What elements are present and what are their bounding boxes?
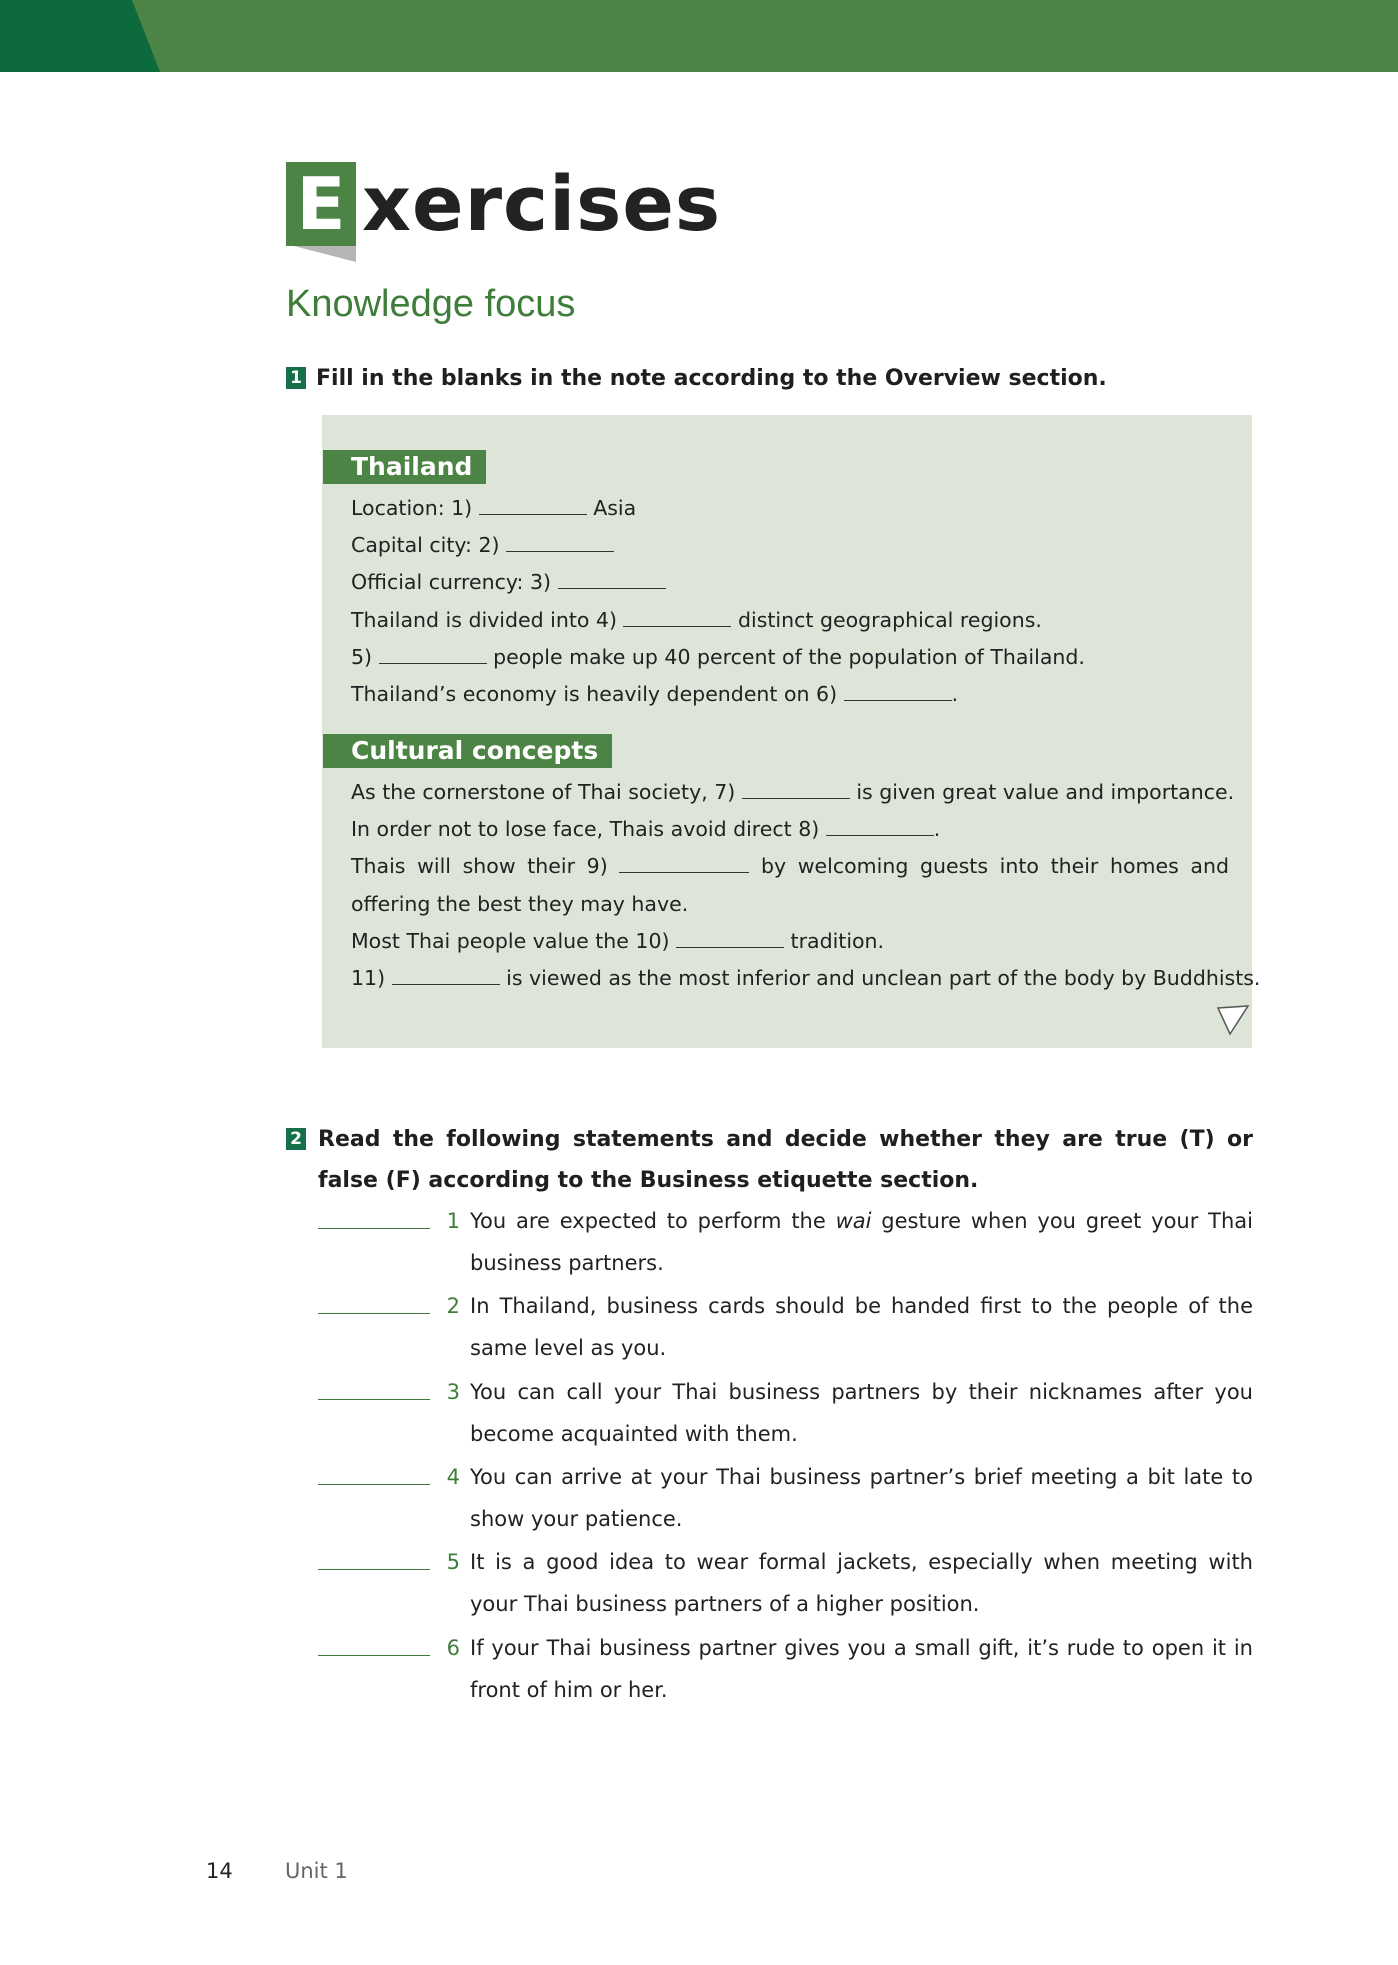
tf-statement-number: 3	[446, 1379, 460, 1404]
tf-statement-number: 5	[446, 1550, 460, 1575]
thailand-line	[351, 564, 666, 601]
thailand-label: Thailand	[323, 450, 486, 484]
tf-statement	[318, 1541, 1253, 1627]
answer-blank[interactable]	[379, 645, 487, 664]
tf-statement-number: 2	[446, 1294, 460, 1319]
tf-statement	[318, 1200, 1253, 1286]
tf-text-part: gesture when you greet your Thai business partners.	[470, 1209, 1253, 1275]
tf-statement	[318, 1456, 1253, 1542]
thailand-line-text: Capital city: 2)	[351, 533, 507, 558]
q1-instruction: Fill in the blanks in the note according to the Overview section.	[316, 366, 1107, 391]
thailand-line	[351, 527, 614, 564]
thailand-line	[351, 676, 958, 713]
answer-blank[interactable]	[558, 570, 666, 589]
tf-answer-blank[interactable]	[318, 1228, 430, 1229]
header-band	[0, 0, 1398, 72]
tf-text-part: You can arrive at your Thai business partner’s brief meeting a bit late to show your patience.	[470, 1464, 1253, 1531]
thailand-line-text: people make up 40 percent of the population of Thailand.	[486, 644, 1085, 669]
thailand-line-text: 5)	[351, 644, 379, 669]
q2-number-badge: 2	[286, 1128, 306, 1150]
tf-text-emphasis: wai	[835, 1209, 872, 1233]
thailand-line-text: distinct geographical regions.	[731, 607, 1042, 632]
section-heading: Knowledge focus	[286, 283, 576, 325]
tf-answer-blank[interactable]	[318, 1569, 430, 1570]
tf-statement-number: 6	[446, 1635, 460, 1660]
tf-text-part: It is a good idea to wear formal jackets, especially when meeting with your Thai business partners of a higher position.	[470, 1550, 1253, 1617]
tf-statement	[318, 1627, 1253, 1713]
cultural-line	[351, 848, 1229, 885]
tf-statement-text	[470, 1541, 1253, 1625]
tf-statement	[318, 1285, 1253, 1371]
title-rest: xercises	[362, 159, 722, 248]
page-number: 14	[206, 1859, 233, 1883]
cultural-line-text: is given great value and importance.	[849, 780, 1235, 804]
cultural-line-text: tradition.	[784, 928, 885, 953]
tf-answer-blank[interactable]	[318, 1399, 430, 1400]
answer-blank[interactable]	[479, 496, 587, 515]
thailand-line-text: Thailand is divided into 4)	[351, 607, 624, 632]
thailand-line-text: .	[951, 682, 959, 706]
unit-label: Unit 1	[285, 1859, 348, 1883]
answer-blank[interactable]	[844, 682, 952, 701]
answer-blank[interactable]	[392, 966, 500, 985]
cultural-line-text: .	[933, 817, 941, 842]
answer-blank[interactable]	[619, 854, 749, 873]
cultural-line-text: is viewed as the most inferior and unclean part of the body by Buddhists.	[499, 966, 1261, 990]
thailand-line-text: Official currency: 3)	[351, 570, 558, 595]
cultural-line-text: 11)	[351, 966, 392, 990]
answer-blank[interactable]	[742, 780, 850, 799]
q1-number-badge: 1	[286, 367, 306, 389]
cultural-line	[351, 960, 1260, 997]
answer-blank[interactable]	[826, 817, 934, 836]
tf-answer-blank[interactable]	[318, 1313, 430, 1314]
thailand-line-text: Location: 1)	[351, 496, 479, 520]
q1-heading	[286, 358, 1107, 399]
answer-blank[interactable]	[623, 608, 731, 627]
tf-text-part: You can call your Thai business partners by their nicknames after you become acquainted with them.	[470, 1379, 1253, 1446]
cultural-line-text: In order not to lose face, Thais avoid direct 8)	[351, 817, 826, 842]
tf-text-part: You are expected to perform the	[470, 1209, 836, 1233]
cultural-concepts-label: Cultural concepts	[323, 734, 612, 768]
cultural-line-text: As the cornerstone of Thai society, 7)	[351, 780, 742, 804]
cultural-line	[351, 886, 688, 923]
cultural-line	[351, 811, 940, 848]
answer-blank[interactable]	[676, 929, 784, 948]
cultural-line-text: by welcoming guests into their homes and	[749, 854, 1229, 879]
answer-blank[interactable]	[506, 533, 614, 552]
cultural-line	[351, 774, 1234, 811]
tf-statement	[318, 1371, 1253, 1457]
tf-statement-text	[470, 1200, 1253, 1284]
tf-statement-number: 1	[446, 1209, 460, 1233]
thailand-line-text: Thailand’s economy is heavily dependent on 6)	[351, 682, 844, 706]
title-fold-decoration	[294, 246, 356, 262]
header-band-accent	[0, 0, 160, 72]
cultural-line-text: Most Thai people value the 10)	[351, 928, 677, 953]
tf-statement-text	[470, 1456, 1253, 1540]
tf-text-part: In Thailand, business cards should be handed first to the people of the same level as you.	[470, 1294, 1253, 1361]
thailand-line	[351, 490, 636, 527]
cultural-line-text: Thais will show their 9)	[351, 854, 620, 879]
tf-text-part: If your Thai business partner gives you a small gift, it’s rude to open it in front of him or her.	[470, 1635, 1253, 1702]
q2-instruction: Read the following statements and decide whether they are true (T) or false (F) according to the Business etiquette section.	[318, 1127, 1253, 1193]
tf-statement-number: 4	[446, 1464, 460, 1489]
tf-answer-blank[interactable]	[318, 1484, 430, 1485]
cultural-line-text: offering the best they may have.	[351, 891, 689, 916]
tf-statement-text	[470, 1285, 1253, 1369]
thailand-line-text: Asia	[586, 496, 637, 520]
title-initial-box: E	[286, 162, 356, 246]
cultural-line	[351, 923, 884, 960]
tf-statement-text	[470, 1627, 1253, 1711]
tf-answer-blank[interactable]	[318, 1655, 430, 1656]
thailand-line	[351, 602, 1042, 639]
page-fold-icon	[1216, 1004, 1250, 1038]
tf-statement-text	[470, 1371, 1253, 1455]
thailand-line	[351, 639, 1085, 676]
